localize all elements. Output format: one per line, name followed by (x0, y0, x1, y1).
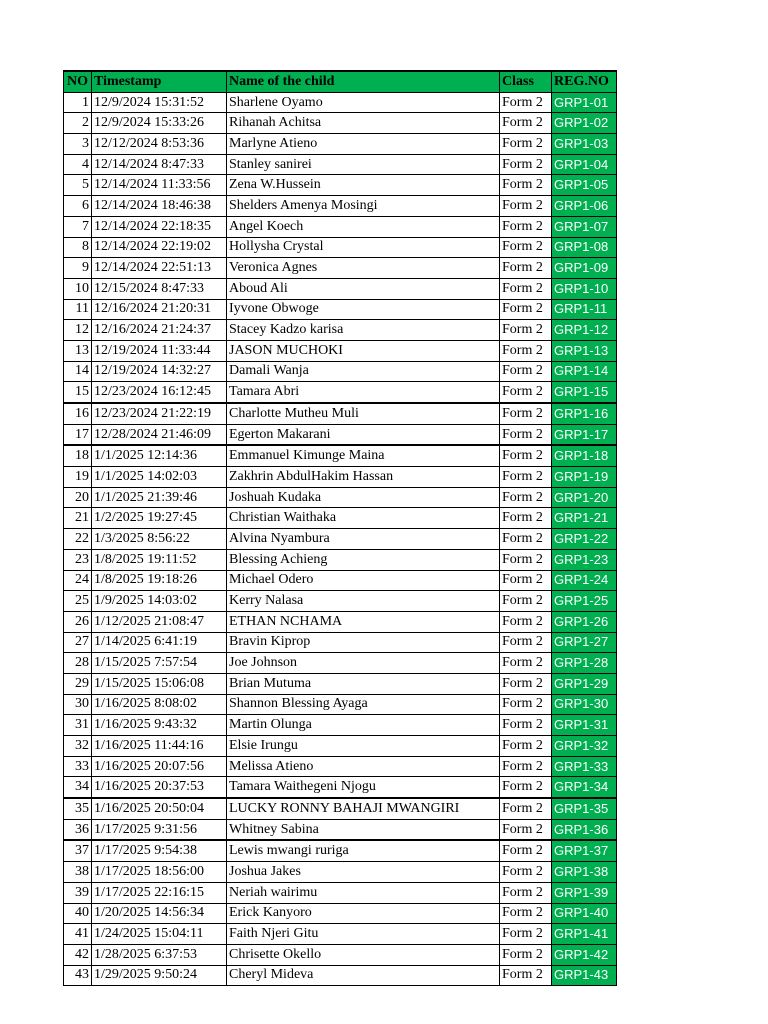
table-row (64, 611, 617, 632)
table-row (64, 653, 617, 674)
cell-class: Form 2 (500, 529, 552, 550)
cell-class: Form 2 (500, 882, 552, 903)
cell-timestamp: 1/17/2025 9:54:38 (92, 840, 227, 861)
cell-timestamp: 1/15/2025 15:06:08 (92, 673, 227, 694)
cell-child-name: Faith Njeri Gitu (227, 924, 500, 945)
cell-timestamp: 12/19/2024 14:32:27 (92, 361, 227, 382)
cell-timestamp: 12/28/2024 21:46:09 (92, 424, 227, 445)
cell-child-name: JASON MUCHOKI (227, 340, 500, 361)
cell-reg-no: GRP1-05 (552, 175, 617, 196)
cell-timestamp: 1/16/2025 9:43:32 (92, 715, 227, 736)
cell-timestamp: 12/9/2024 15:33:26 (92, 113, 227, 134)
cell-timestamp: 1/16/2025 8:08:02 (92, 694, 227, 715)
table-row (64, 92, 617, 113)
table-row (64, 965, 617, 986)
cell-reg-no: GRP1-19 (552, 467, 617, 488)
table-header (64, 71, 617, 92)
cell-child-name: Michael Odero (227, 570, 500, 591)
cell-child-name: Iyvone Obwoge (227, 299, 500, 320)
cell-reg-no: GRP1-04 (552, 154, 617, 175)
cell-timestamp: 12/12/2024 8:53:36 (92, 134, 227, 155)
cell-timestamp: 1/2/2025 19:27:45 (92, 508, 227, 529)
cell-no: 33 (64, 756, 92, 777)
table-row (64, 237, 617, 258)
cell-class: Form 2 (500, 320, 552, 341)
cell-no: 8 (64, 237, 92, 258)
cell-no: 31 (64, 715, 92, 736)
cell-no: 42 (64, 944, 92, 965)
cell-no: 26 (64, 611, 92, 632)
cell-child-name: Melissa Atieno (227, 756, 500, 777)
cell-class: Form 2 (500, 445, 552, 466)
table-row (64, 487, 617, 508)
cell-no: 38 (64, 862, 92, 883)
cell-no: 4 (64, 154, 92, 175)
cell-no: 29 (64, 673, 92, 694)
cell-class: Form 2 (500, 611, 552, 632)
cell-timestamp: 1/28/2025 6:37:53 (92, 944, 227, 965)
cell-reg-no: GRP1-24 (552, 570, 617, 591)
table-row (64, 549, 617, 570)
cell-no: 37 (64, 840, 92, 861)
cell-child-name: Chrisette Okello (227, 944, 500, 965)
header-row (64, 71, 617, 92)
cell-timestamp: 12/14/2024 22:51:13 (92, 258, 227, 279)
cell-class: Form 2 (500, 175, 552, 196)
cell-reg-no: GRP1-36 (552, 819, 617, 840)
cell-timestamp: 1/8/2025 19:11:52 (92, 549, 227, 570)
cell-class: Form 2 (500, 632, 552, 653)
table-row (64, 175, 617, 196)
table-row (64, 591, 617, 612)
table-row (64, 736, 617, 757)
cell-no: 36 (64, 819, 92, 840)
cell-reg-no: GRP1-11 (552, 299, 617, 320)
cell-reg-no: GRP1-43 (552, 965, 617, 986)
cell-reg-no: GRP1-16 (552, 403, 617, 424)
cell-reg-no: GRP1-13 (552, 340, 617, 361)
cell-reg-no: GRP1-33 (552, 756, 617, 777)
cell-reg-no: GRP1-15 (552, 382, 617, 403)
cell-child-name: Zena W.Hussein (227, 175, 500, 196)
cell-reg-no: GRP1-03 (552, 134, 617, 155)
table-row (64, 715, 617, 736)
cell-reg-no: GRP1-30 (552, 694, 617, 715)
cell-timestamp: 12/23/2024 21:22:19 (92, 403, 227, 424)
table-row (64, 798, 617, 819)
header-no: NO (64, 71, 92, 92)
cell-timestamp: 12/15/2024 8:47:33 (92, 278, 227, 299)
cell-timestamp: 1/16/2025 20:50:04 (92, 798, 227, 819)
cell-reg-no: GRP1-10 (552, 278, 617, 299)
table-row (64, 944, 617, 965)
cell-child-name: Hollysha Crystal (227, 237, 500, 258)
table-row (64, 819, 617, 840)
cell-child-name: Zakhrin AbdulHakim Hassan (227, 467, 500, 488)
cell-timestamp: 12/16/2024 21:20:31 (92, 299, 227, 320)
cell-child-name: Brian Mutuma (227, 673, 500, 694)
table-row (64, 756, 617, 777)
table-row (64, 382, 617, 403)
table-row (64, 299, 617, 320)
cell-timestamp: 1/8/2025 19:18:26 (92, 570, 227, 591)
cell-no: 32 (64, 736, 92, 757)
cell-no: 10 (64, 278, 92, 299)
cell-child-name: Christian Waithaka (227, 508, 500, 529)
cell-class: Form 2 (500, 113, 552, 134)
cell-reg-no: GRP1-22 (552, 529, 617, 550)
cell-no: 27 (64, 632, 92, 653)
cell-child-name: Erick Kanyoro (227, 903, 500, 924)
cell-child-name: LUCKY RONNY BAHAJI MWANGIRI (227, 798, 500, 819)
cell-reg-no: GRP1-02 (552, 113, 617, 134)
cell-reg-no: GRP1-39 (552, 882, 617, 903)
cell-timestamp: 12/16/2024 21:24:37 (92, 320, 227, 341)
cell-no: 5 (64, 175, 92, 196)
cell-child-name: Joshuah Kudaka (227, 487, 500, 508)
cell-timestamp: 12/9/2024 15:31:52 (92, 92, 227, 113)
cell-class: Form 2 (500, 92, 552, 113)
cell-class: Form 2 (500, 549, 552, 570)
cell-class: Form 2 (500, 196, 552, 217)
cell-no: 9 (64, 258, 92, 279)
table-row (64, 467, 617, 488)
table-row (64, 278, 617, 299)
cell-reg-no: GRP1-25 (552, 591, 617, 612)
table-row (64, 424, 617, 445)
cell-timestamp: 1/16/2025 11:44:16 (92, 736, 227, 757)
table-row (64, 216, 617, 237)
cell-class: Form 2 (500, 673, 552, 694)
cell-class: Form 2 (500, 903, 552, 924)
cell-child-name: Kerry Nalasa (227, 591, 500, 612)
cell-timestamp: 1/17/2025 18:56:00 (92, 862, 227, 883)
cell-child-name: Bravin Kiprop (227, 632, 500, 653)
cell-timestamp: 1/3/2025 8:56:22 (92, 529, 227, 550)
cell-reg-no: GRP1-27 (552, 632, 617, 653)
cell-reg-no: GRP1-01 (552, 92, 617, 113)
cell-child-name: Veronica Agnes (227, 258, 500, 279)
cell-child-name: Cheryl Mideva (227, 965, 500, 986)
header-class: Class (500, 71, 552, 92)
table-body (64, 92, 617, 986)
cell-child-name: ETHAN NCHAMA (227, 611, 500, 632)
cell-class: Form 2 (500, 134, 552, 155)
cell-class: Form 2 (500, 299, 552, 320)
table-row (64, 113, 617, 134)
cell-class: Form 2 (500, 487, 552, 508)
cell-class: Form 2 (500, 944, 552, 965)
cell-timestamp: 12/14/2024 8:47:33 (92, 154, 227, 175)
cell-reg-no: GRP1-17 (552, 424, 617, 445)
table-row (64, 924, 617, 945)
registration-table (63, 70, 617, 986)
cell-reg-no: GRP1-35 (552, 798, 617, 819)
cell-no: 41 (64, 924, 92, 945)
cell-reg-no: GRP1-06 (552, 196, 617, 217)
cell-child-name: Shannon Blessing Ayaga (227, 694, 500, 715)
cell-timestamp: 1/15/2025 7:57:54 (92, 653, 227, 674)
cell-timestamp: 1/16/2025 20:37:53 (92, 777, 227, 798)
table-row (64, 154, 617, 175)
table-row (64, 570, 617, 591)
table-row (64, 320, 617, 341)
header-name: Name of the child (227, 71, 500, 92)
cell-no: 6 (64, 196, 92, 217)
cell-class: Form 2 (500, 819, 552, 840)
cell-no: 2 (64, 113, 92, 134)
cell-timestamp: 12/19/2024 11:33:44 (92, 340, 227, 361)
cell-timestamp: 12/23/2024 16:12:45 (92, 382, 227, 403)
cell-class: Form 2 (500, 508, 552, 529)
cell-class: Form 2 (500, 736, 552, 757)
cell-child-name: Rihanah Achitsa (227, 113, 500, 134)
cell-no: 15 (64, 382, 92, 403)
cell-reg-no: GRP1-28 (552, 653, 617, 674)
cell-no: 21 (64, 508, 92, 529)
cell-reg-no: GRP1-18 (552, 445, 617, 466)
cell-no: 24 (64, 570, 92, 591)
table-row (64, 882, 617, 903)
cell-child-name: Shelders Amenya Mosingi (227, 196, 500, 217)
cell-class: Form 2 (500, 361, 552, 382)
cell-class: Form 2 (500, 382, 552, 403)
cell-reg-no: GRP1-07 (552, 216, 617, 237)
cell-class: Form 2 (500, 777, 552, 798)
table-row (64, 508, 617, 529)
cell-child-name: Sharlene Oyamo (227, 92, 500, 113)
table-row (64, 862, 617, 883)
cell-timestamp: 1/24/2025 15:04:11 (92, 924, 227, 945)
cell-class: Form 2 (500, 756, 552, 777)
cell-no: 28 (64, 653, 92, 674)
cell-no: 16 (64, 403, 92, 424)
header-reg-no: REG.NO (552, 71, 617, 92)
cell-no: 13 (64, 340, 92, 361)
cell-reg-no: GRP1-12 (552, 320, 617, 341)
cell-class: Form 2 (500, 862, 552, 883)
cell-class: Form 2 (500, 798, 552, 819)
cell-no: 12 (64, 320, 92, 341)
cell-child-name: Elsie Irungu (227, 736, 500, 757)
cell-timestamp: 1/16/2025 20:07:56 (92, 756, 227, 777)
cell-class: Form 2 (500, 965, 552, 986)
cell-reg-no: GRP1-38 (552, 862, 617, 883)
cell-child-name: Tamara Abri (227, 382, 500, 403)
cell-class: Form 2 (500, 424, 552, 445)
cell-no: 3 (64, 134, 92, 155)
cell-child-name: Alvina Nyambura (227, 529, 500, 550)
cell-child-name: Emmanuel Kimunge Maina (227, 445, 500, 466)
cell-child-name: Stanley sanirei (227, 154, 500, 175)
cell-class: Form 2 (500, 258, 552, 279)
cell-timestamp: 1/1/2025 14:02:03 (92, 467, 227, 488)
cell-timestamp: 12/14/2024 22:19:02 (92, 237, 227, 258)
cell-class: Form 2 (500, 570, 552, 591)
cell-reg-no: GRP1-32 (552, 736, 617, 757)
cell-no: 17 (64, 424, 92, 445)
cell-timestamp: 1/12/2025 21:08:47 (92, 611, 227, 632)
cell-class: Form 2 (500, 237, 552, 258)
cell-no: 1 (64, 92, 92, 113)
table-row (64, 361, 617, 382)
cell-reg-no: GRP1-31 (552, 715, 617, 736)
cell-class: Form 2 (500, 216, 552, 237)
cell-class: Form 2 (500, 278, 552, 299)
table-row (64, 694, 617, 715)
cell-no: 30 (64, 694, 92, 715)
cell-reg-no: GRP1-23 (552, 549, 617, 570)
cell-child-name: Blessing Achieng (227, 549, 500, 570)
cell-child-name: Joshua Jakes (227, 862, 500, 883)
cell-no: 43 (64, 965, 92, 986)
cell-reg-no: GRP1-08 (552, 237, 617, 258)
cell-timestamp: 1/14/2025 6:41:19 (92, 632, 227, 653)
cell-class: Form 2 (500, 924, 552, 945)
cell-class: Form 2 (500, 653, 552, 674)
cell-timestamp: 1/29/2025 9:50:24 (92, 965, 227, 986)
cell-child-name: Stacey Kadzo karisa (227, 320, 500, 341)
table-row (64, 445, 617, 466)
cell-no: 40 (64, 903, 92, 924)
cell-timestamp: 12/14/2024 22:18:35 (92, 216, 227, 237)
cell-child-name: Egerton Makarani (227, 424, 500, 445)
cell-reg-no: GRP1-40 (552, 903, 617, 924)
cell-no: 25 (64, 591, 92, 612)
cell-class: Form 2 (500, 340, 552, 361)
cell-class: Form 2 (500, 403, 552, 424)
table-row (64, 196, 617, 217)
cell-timestamp: 1/17/2025 22:16:15 (92, 882, 227, 903)
cell-timestamp: 12/14/2024 11:33:56 (92, 175, 227, 196)
cell-reg-no: GRP1-37 (552, 840, 617, 861)
cell-child-name: Joe Johnson (227, 653, 500, 674)
cell-no: 35 (64, 798, 92, 819)
cell-child-name: Lewis mwangi ruriga (227, 840, 500, 861)
cell-child-name: Aboud Ali (227, 278, 500, 299)
cell-class: Form 2 (500, 715, 552, 736)
cell-child-name: Charlotte Mutheu Muli (227, 403, 500, 424)
cell-child-name: Martin Olunga (227, 715, 500, 736)
cell-no: 34 (64, 777, 92, 798)
cell-child-name: Tamara Waithegeni Njogu (227, 777, 500, 798)
cell-no: 14 (64, 361, 92, 382)
cell-timestamp: 12/14/2024 18:46:38 (92, 196, 227, 217)
cell-no: 20 (64, 487, 92, 508)
cell-reg-no: GRP1-09 (552, 258, 617, 279)
cell-class: Form 2 (500, 591, 552, 612)
cell-class: Form 2 (500, 467, 552, 488)
cell-no: 11 (64, 299, 92, 320)
table-row (64, 134, 617, 155)
cell-reg-no: GRP1-20 (552, 487, 617, 508)
cell-timestamp: 1/9/2025 14:03:02 (92, 591, 227, 612)
cell-reg-no: GRP1-42 (552, 944, 617, 965)
cell-timestamp: 1/20/2025 14:56:34 (92, 903, 227, 924)
table-row (64, 777, 617, 798)
table-row (64, 340, 617, 361)
cell-child-name: Whitney Sabina (227, 819, 500, 840)
table-row (64, 632, 617, 653)
cell-reg-no: GRP1-26 (552, 611, 617, 632)
cell-reg-no: GRP1-14 (552, 361, 617, 382)
cell-no: 7 (64, 216, 92, 237)
cell-no: 39 (64, 882, 92, 903)
header-timestamp: Timestamp (92, 71, 227, 92)
cell-timestamp: 1/17/2025 9:31:56 (92, 819, 227, 840)
cell-class: Form 2 (500, 694, 552, 715)
cell-child-name: Angel Koech (227, 216, 500, 237)
cell-child-name: Neriah wairimu (227, 882, 500, 903)
cell-reg-no: GRP1-21 (552, 508, 617, 529)
cell-no: 22 (64, 529, 92, 550)
cell-no: 19 (64, 467, 92, 488)
table-row (64, 529, 617, 550)
cell-class: Form 2 (500, 840, 552, 861)
cell-no: 23 (64, 549, 92, 570)
table-row (64, 403, 617, 424)
cell-timestamp: 1/1/2025 12:14:36 (92, 445, 227, 466)
cell-timestamp: 1/1/2025 21:39:46 (92, 487, 227, 508)
table-row (64, 840, 617, 861)
cell-reg-no: GRP1-41 (552, 924, 617, 945)
table-row (64, 673, 617, 694)
cell-class: Form 2 (500, 154, 552, 175)
cell-child-name: Damali Wanja (227, 361, 500, 382)
cell-child-name: Marlyne Atieno (227, 134, 500, 155)
table-row (64, 258, 617, 279)
table-row (64, 903, 617, 924)
cell-reg-no: GRP1-34 (552, 777, 617, 798)
cell-no: 18 (64, 445, 92, 466)
cell-reg-no: GRP1-29 (552, 673, 617, 694)
